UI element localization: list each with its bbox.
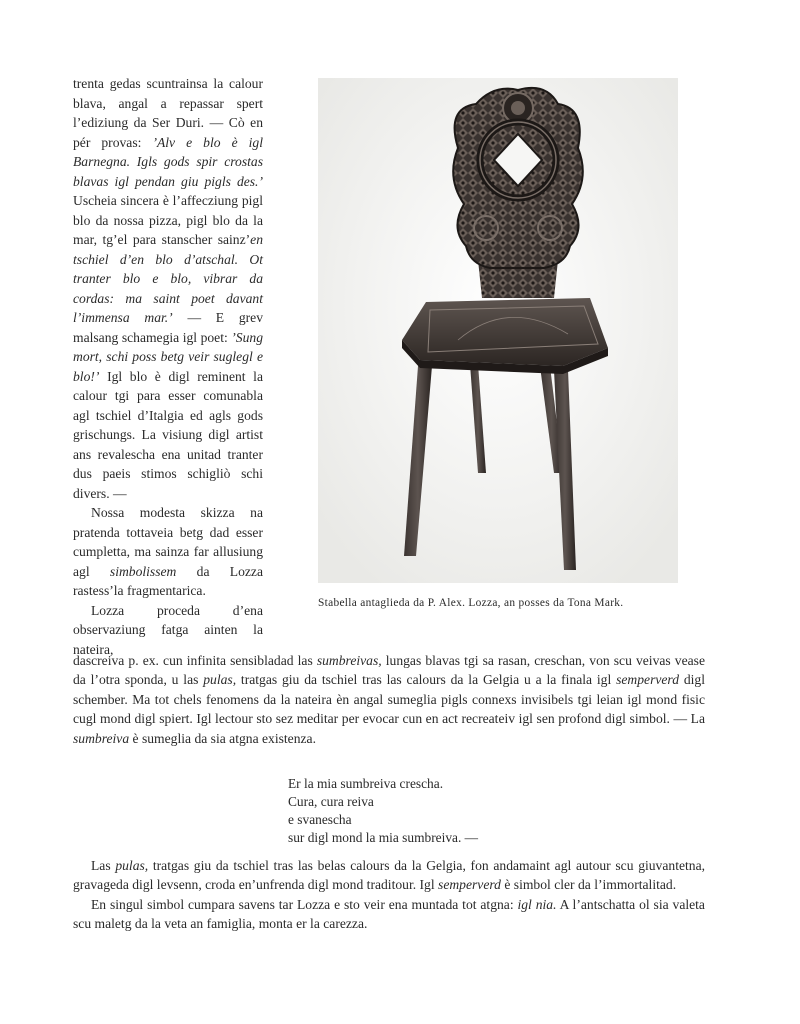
poem-line: Er la mia sumbreiva crescha. (288, 776, 444, 791)
paragraph-3-continued (73, 651, 705, 748)
text-run: da Lozza rastess’la fragmentarica. (73, 563, 263, 598)
poem-line: Cura, cura reiva (288, 794, 374, 809)
italic-phrase: ’Sung mort, schi poss betg veir suglegl e blo!’ (73, 329, 263, 384)
italic-phrase: en tschiel d’en blo d’atschal. Ot tranter blo e blo, vibrar da cordas: ma saint poet davant l’immensa mar.’ (73, 232, 263, 325)
chair-photo (318, 78, 678, 583)
text-run: è sumeglia da sia atgna existenza. (129, 730, 316, 746)
text-run: Igl blo è digl reminent la calour tgi para esser comunabla agl tschiel d’Italgia ed agls gods grischungs. La visiung digl artist ans revalescha ena unitad tranter dus paeis stimos schigliò schi divers. — (73, 368, 263, 501)
text-run: trenta gedas scuntrainsa la calour blava, angal a repassar spert l’ediziung da Ser Duri. — Cò en pér provas: (73, 76, 263, 150)
text-run: tratgas giu da tschiel tras las belas calours da la Gelgia, fon andamaint agl autour scu giuvantetna, gravageda digl levsenn, croda en’unfrenda digl mond traditour. Igl (73, 858, 706, 893)
poem (288, 775, 478, 847)
text-run: dascreiva p. ex. cun infinita sensibladad las (73, 653, 317, 668)
paragraph-4 (73, 856, 705, 895)
text-run: lungas blavas tgi sa rasan, creschan, von scu veivas vease da l’otra sponda, u las (73, 653, 705, 688)
text-run: Las (91, 858, 116, 873)
figure-caption: Stabella antaglieda da P. Alex. Lozza, an posses da Tona Mark. (318, 597, 624, 609)
poem-line: e svanescha (288, 812, 352, 827)
paragraph-1 (73, 74, 263, 503)
text-run: tratgas giu da tschiel tras las calours da la Gelgia u a la finala igl (236, 672, 617, 688)
text-run: Uscheia sincera è l’affecziung pigl blo da nossa pizza, pigl blo da la mar, tg’el para stanscher sainz’ (73, 193, 263, 247)
text-run: A l’antschatta ol sia valeta scu maletg da la veta an famiglia, monta er la carezza. (73, 896, 705, 932)
text-run: En singul simbol cumpara savens tar Lozza e sto veir ena muntada tot atgna: (91, 896, 518, 912)
italic-phrase: semperverd (438, 877, 501, 893)
italic-phrase: pulas, (115, 858, 149, 873)
text-run: — E grev malsang schamegia igl poet: (73, 310, 263, 345)
italic-phrase: sumbreivas, (316, 653, 382, 668)
paragraph-2 (73, 503, 263, 601)
text-run: è simbol cler da l’immortalitad. (500, 877, 677, 893)
italic-phrase: semperverd (616, 672, 680, 688)
poem-line: sur digl mond la mia sumbreiva. — (288, 830, 479, 845)
paragraph-3-start: Lozza proceda d’ena observaziung fatga ainten la nateira, (73, 602, 263, 657)
carved-chair-image (318, 78, 678, 583)
italic-phrase: simbolissem (109, 563, 177, 579)
paragraph-5 (73, 895, 705, 934)
italic-phrase: igl nia. (517, 896, 557, 912)
text-run: digl schember. Ma tot chels fenomens da la nateira èn angal sumeglia pigls connexs invisibels tgi leian igl mond fisic cugl mond digl spiert. Igl lectour sto sez meditar per evocar cun en act recreateiv igl sen profond digl simbol. — La (73, 672, 705, 727)
italic-phrase: sumbreiva (73, 730, 130, 746)
text-block-bottom (73, 856, 705, 934)
left-column (73, 74, 263, 659)
italic-phrase: pulas, (203, 672, 237, 688)
text-run: Nossa modesta skizza na pratenda tottaveia betg dad esser cumpletta, ma sainza far allusiung agl (73, 505, 263, 579)
italic-phrase: ’Alv e blo è igl Barnegna. Igls gods spir crostas blavas igl pendan giu pigls des.’ (73, 134, 263, 189)
